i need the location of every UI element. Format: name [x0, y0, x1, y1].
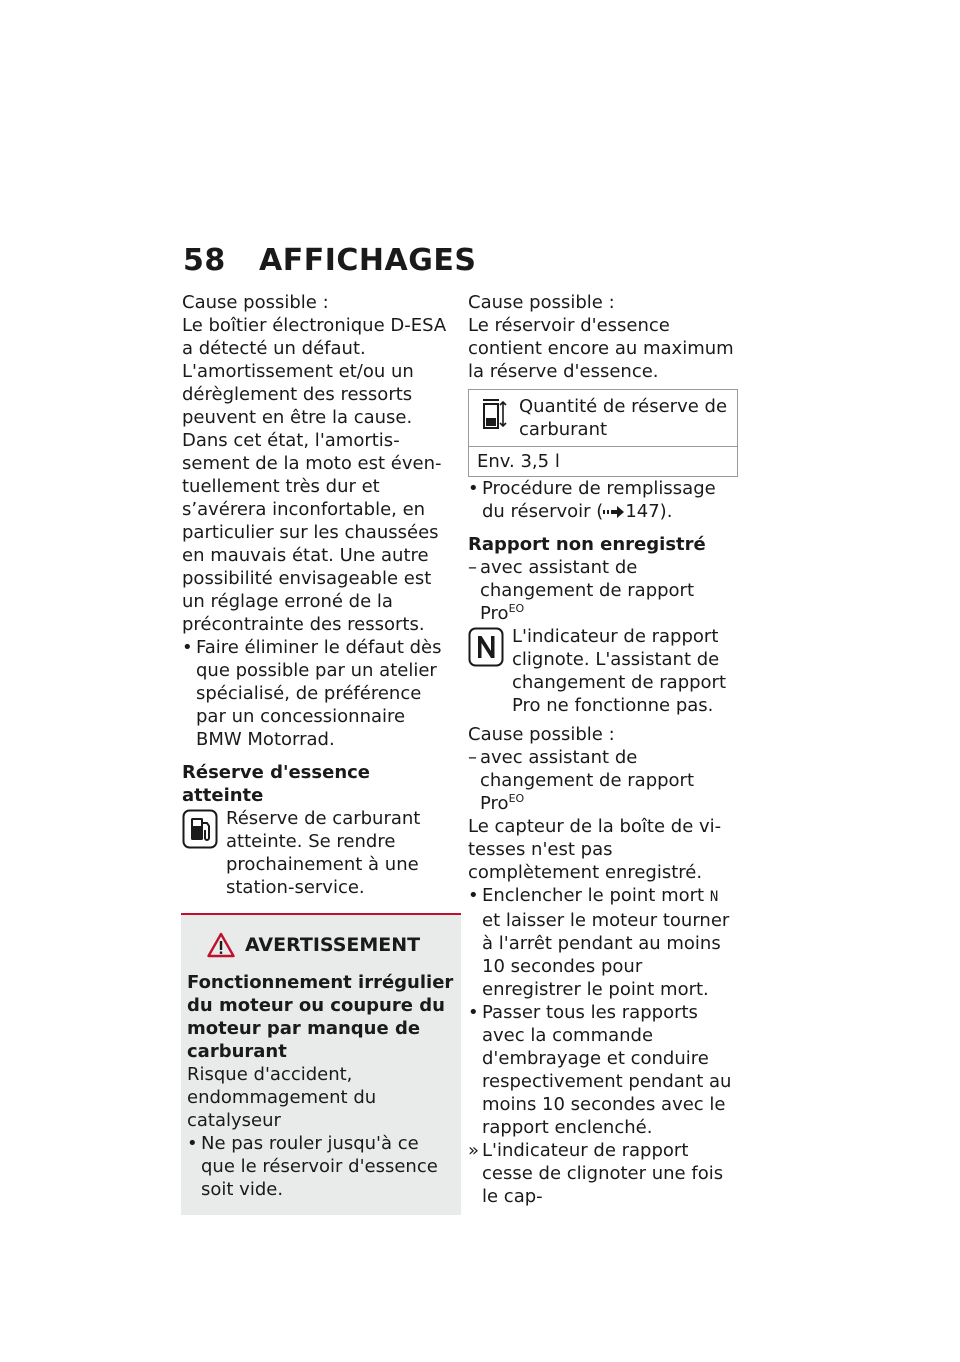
section-heading-reserve: Réserve d'essence atteinte [182, 762, 371, 806]
page-reference-arrow-icon[interactable] [603, 506, 625, 518]
cause-label-2: Cause possible : [468, 724, 615, 745]
sensor-text: Le capteur de la boîte de vitesses n'est pas complètement enregistré. [468, 816, 722, 883]
bullet-text: Enclencher le point mort [482, 885, 710, 906]
result-marker: » [468, 1140, 480, 1161]
right-column [468, 291, 736, 1208]
page-header [183, 243, 476, 278]
bullet-text: Ne pas rouler jusqu'à ce que le réservoir d'essence soit vide. [201, 1133, 438, 1200]
option-code: EO [508, 602, 525, 615]
table-header-row [469, 390, 737, 447]
page-reference[interactable]: 147). [625, 501, 673, 522]
dash-text: avec assistant de changement de rapport Pro [480, 747, 695, 814]
left-column [182, 291, 454, 1215]
warning-bullet [187, 1132, 455, 1201]
section-heading-rapport: Rapport non enregistré [468, 534, 706, 555]
cause-text: Le réservoir d'essence contient encore au maximum la réserve d'essence. [468, 315, 734, 382]
bullet-text-cont: et laisser le moteur tourner à l'arrêt pendant au moins 10 secondes pour enregistrer le point mort. [482, 910, 730, 1000]
cause-label: Cause possible : [182, 292, 329, 313]
warning-box [181, 913, 461, 1215]
dash-marker: – [468, 557, 477, 578]
bullet-marker: • [182, 637, 193, 658]
dash-item [468, 746, 736, 815]
bullet-item [468, 477, 736, 523]
gear-indicator-row [468, 625, 736, 717]
bullet-text: Passer tous les rapports avec la commande d'embrayage et conduire respectivement pendant au moins 10 secondes avec le rapport enclenché. [482, 1002, 732, 1138]
fuel-reserve-icon [479, 396, 507, 432]
page-title: AFFICHAGES [259, 243, 477, 278]
dash-marker: – [468, 747, 477, 768]
bullet-marker: • [187, 1133, 198, 1154]
reserve-text: Réserve de carburant atteinte. Se rendre prochainement à une station-service. [226, 808, 421, 898]
result-text: L'indicateur de rapport cesse de clignoter une fois le cap- [482, 1140, 724, 1207]
bullet-marker: • [468, 478, 479, 499]
gear-neutral-icon [468, 627, 504, 667]
dash-text: avec assistant de changement de rapport Pro [480, 557, 695, 624]
bullet-item [468, 1001, 736, 1139]
bullet-marker: • [468, 885, 479, 906]
warning-title-row [187, 925, 455, 965]
result-item [468, 1139, 736, 1208]
warning-text: Risque d'accident, endommagement du catalyseur [187, 1064, 377, 1131]
indicator-text: L'indicateur de rapport clignote. L'assistant de changement de rapport Pro ne fonctionne pas. [512, 626, 727, 716]
bullet-marker: • [468, 1002, 479, 1023]
page-number: 58 [183, 243, 226, 278]
warning-title: AVERTISSEMENT [245, 933, 421, 956]
table-label: Quantité de réserve de carburant [519, 396, 728, 440]
bullet-item [182, 636, 450, 751]
warning-heading: Fonctionnement irrégulier du moteur ou coupure du moteur par manque de carburant [187, 972, 454, 1062]
reserve-indicator-row [182, 807, 450, 899]
fuel-reserve-table [468, 389, 738, 477]
bullet-item [468, 884, 736, 1001]
dash-item [468, 556, 736, 625]
neutral-symbol: N [709, 889, 719, 905]
cause-label: Cause possible : [468, 292, 615, 313]
option-code: EO [508, 792, 525, 805]
table-value: Env. 3,5 l [477, 451, 560, 472]
bullet-text: Procédure de remplissage du réservoir ( [482, 478, 716, 522]
warning-triangle-icon [207, 932, 235, 958]
fuel-pump-icon [182, 809, 218, 849]
bullet-text: Faire éliminer le défaut dès que possible par un atelier spécialisé, de préférence par un concessionnaire BMW Motorrad. [196, 637, 442, 750]
table-value-row [469, 447, 737, 476]
cause-text: Le boîtier électronique D-ESA a détecté un défaut. L'amortissement et/ou un dérèglement des ressorts peuvent en être la cause. Dans cet état, l'amortissement de la moto est éventuellement très dur et s’avérera inconfortable, en particulier sur les chaussées en mauvais état. Une autre possibilité envisageable est un réglage erroné de la précontrainte des ressorts. [182, 315, 447, 635]
